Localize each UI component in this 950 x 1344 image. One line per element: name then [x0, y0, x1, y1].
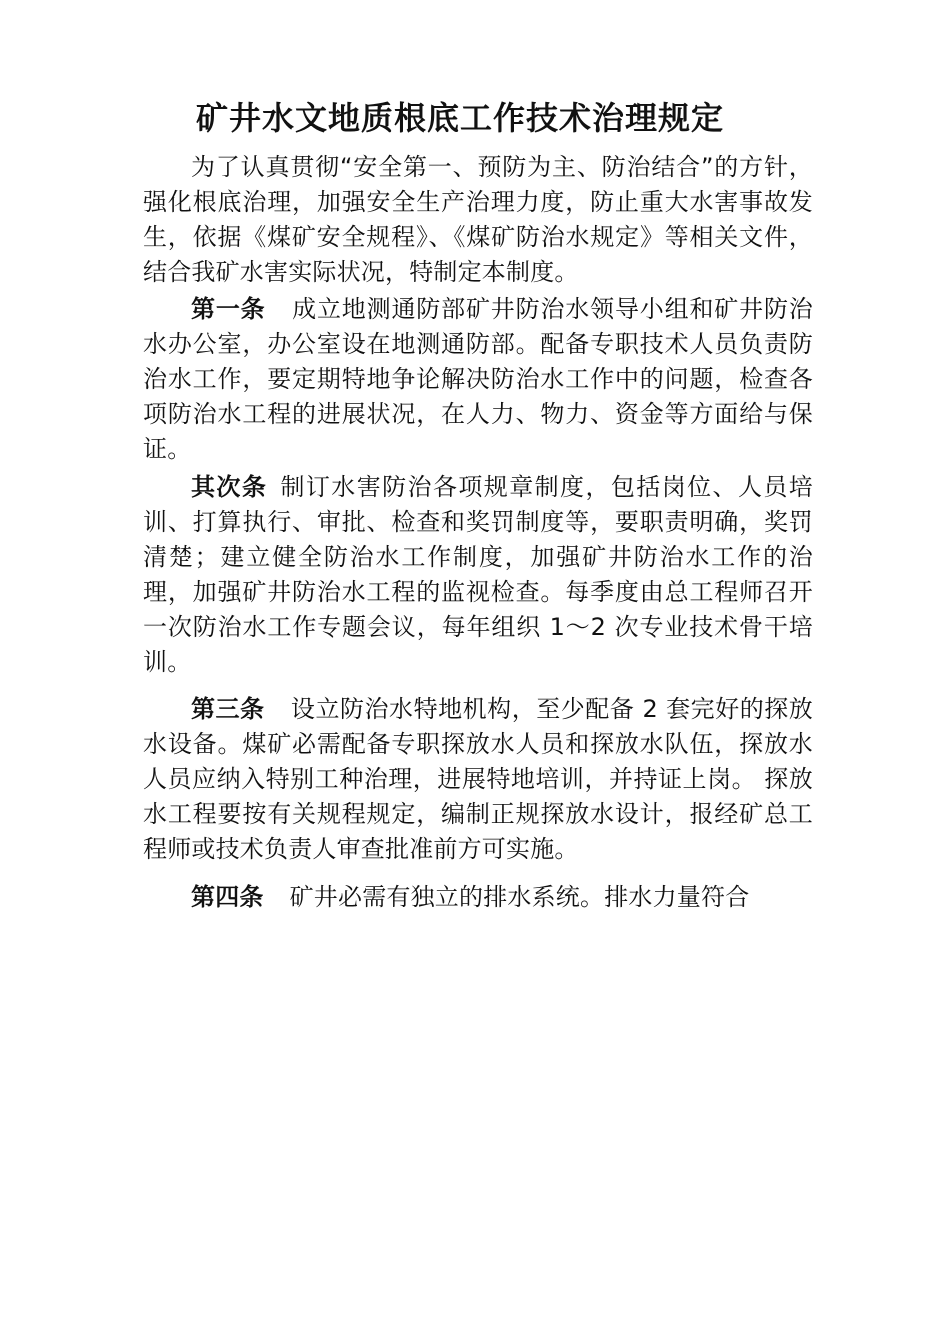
article-4-text: 矿井必需有独立的排水系统。排水力量符合: [289, 883, 750, 911]
article-3-text: 设立防治水特地机构，至少配备 2 套完好的探放水设备。煤矿必需配备专职探放水人员和探放水队伍，探放水人员应纳入特别工种治理，进展特地培训，并持证上岗。 探放水工程要按有关规程规定，编制正规探放水设计，报经矿总工程师或技术负责人审查批准前方可实施。: [143, 695, 813, 863]
article-3-label: 第三条: [191, 695, 265, 723]
article-4-label: 第四条: [191, 883, 264, 911]
article-2: [143, 470, 813, 680]
article-4: [143, 880, 813, 915]
article-1-label: 第一条: [191, 295, 266, 323]
article-2-text: 制订水害防治各项规章制度，包括岗位、人员培训、打算执行、审批、检查和奖罚制度等，要职责明确，奖罚清楚；建立健全防治水工作制度，加强矿井防治水工作的治理，加强矿井防治水工程的监视检查。每季度由总工程师召开一次防治水工作专题会议，每年组织 1～2 次专业技术骨干培训。: [143, 473, 813, 676]
document-title: 矿井水文地质根底工作技术治理规定: [195, 99, 724, 137]
article-3: [143, 692, 813, 867]
article-1-text: 成立地测通防部矿井防治水领导小组和矿井防治水办公室，办公室设在地测通防部。配备专职技术人员负责防治水工作，要定期特地争论解决防治水工作中的问题，检查各项防治水工程的进展状况，在人力、物力、资金等方面给与保证。: [143, 295, 813, 463]
article-2-label: 其次条: [191, 473, 268, 501]
intro-paragraph: 为了认真贯彻“安全第一、预防为主、防治结合”的方针，强化根底治理，加强安全生产治理力度，防止重大水害事故发生，依据《煤矿安全规程》、《煤矿防治水规定》等相关文件，结合我矿水害实际状况，特制定本制度。: [143, 153, 813, 286]
article-1: [143, 292, 813, 467]
